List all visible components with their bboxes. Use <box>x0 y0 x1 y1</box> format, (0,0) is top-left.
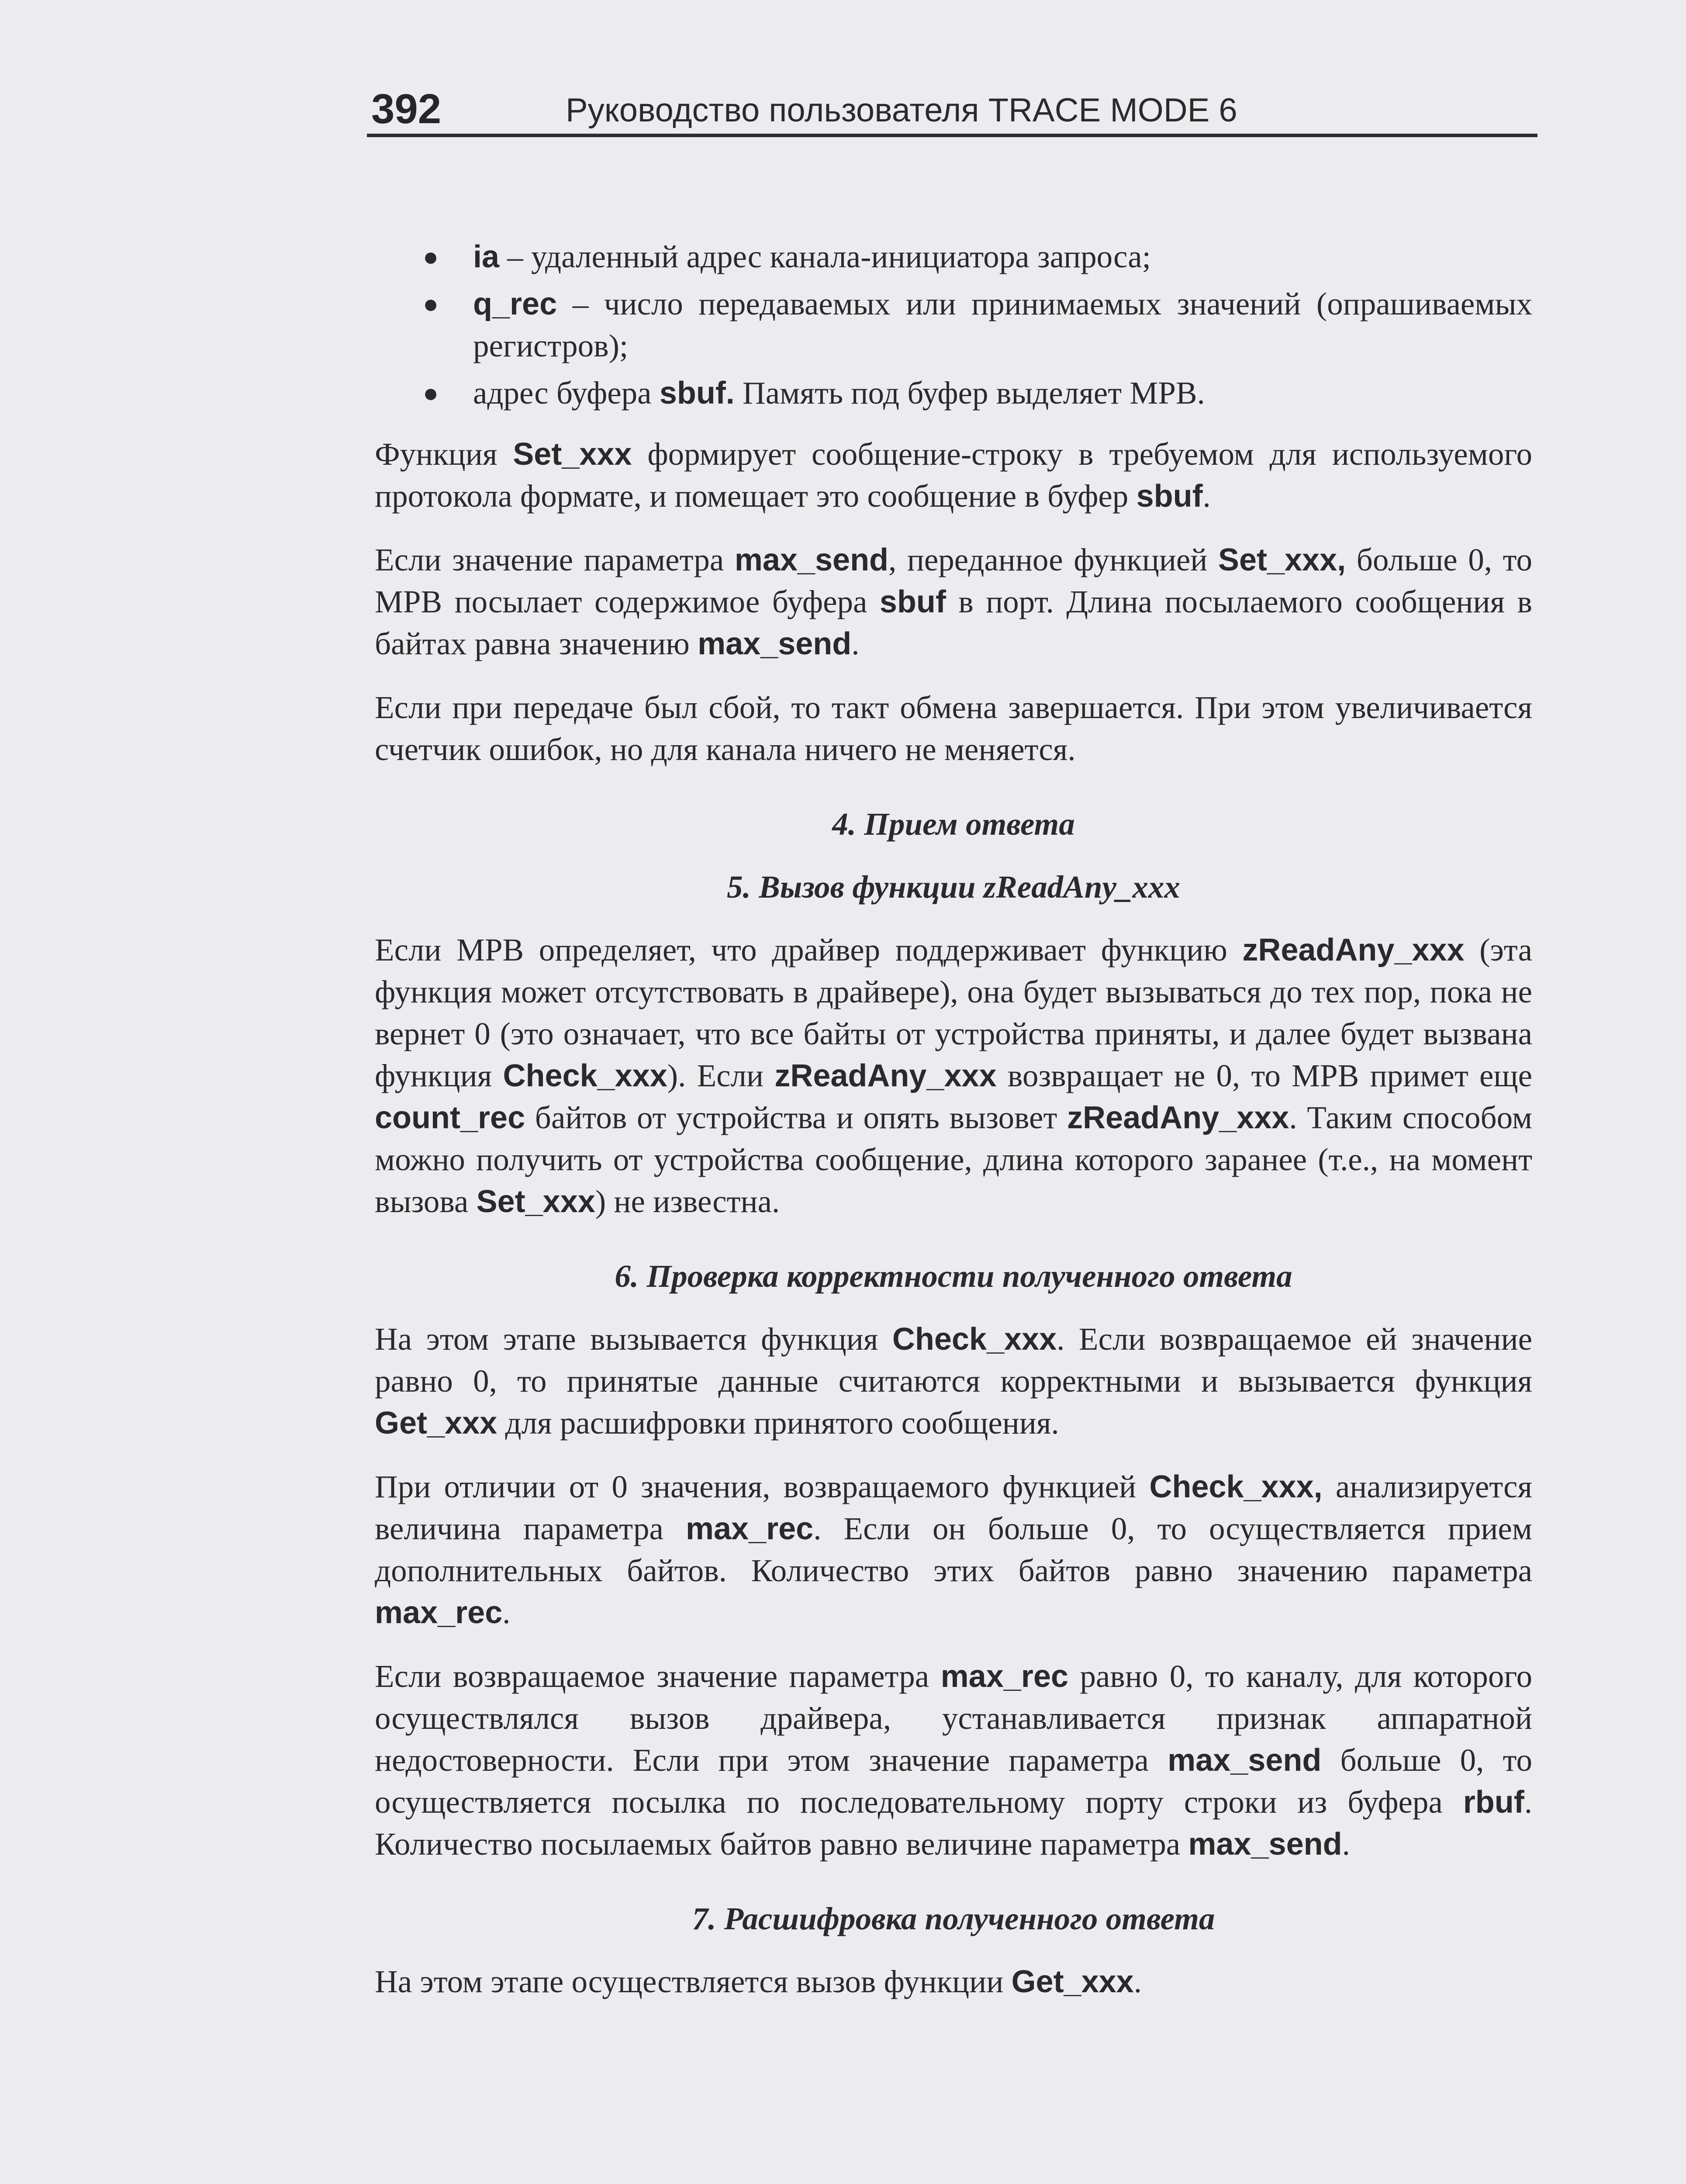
keyword: sbuf. <box>659 376 735 411</box>
paragraph: При отличии от 0 значения, возвращаемого функцией Check_xxx, анализируется величина параметра max_rec. Если он больше 0, то осуществляется прием дополнительных байтов. Количество этих байтов равно значению параметра max_rec. <box>375 1469 1533 1630</box>
keyword: max_send <box>1188 1827 1342 1862</box>
list-item: ● адрес буфера sbuf. Память под буфер выделяет МРВ. <box>375 372 1532 414</box>
paragraph: Функция Set_xxx формирует сообщение-строку в требуемом для используемого протокола формате, и помещает это сообщение в буфер sbuf. <box>375 436 1532 514</box>
keyword: max_rec <box>940 1659 1068 1694</box>
bullet-icon: ● <box>423 379 439 408</box>
keyword: Get_xxx <box>375 1406 498 1441</box>
keyword: Set_xxx, <box>1218 543 1346 577</box>
paragraph: Если значение параметра max_send, переданное функцией Set_xxx, больше 0, то МРВ посылает содержимое буфера sbuf в порт. Длина посылаемого сообщения в байтах равна значению max_send. <box>375 542 1532 661</box>
keyword: count_rec <box>375 1100 525 1135</box>
keyword: zReadAny_xxx <box>1242 933 1465 968</box>
keyword: rbuf <box>1463 1785 1524 1820</box>
paragraph: На этом этапе вызывается функция Check_xxx. Если возвращаемое ей значение равно 0, то принятые данные считаются корректными и вызывается функция Get_xxx для расшифровки принятого сообщения. <box>375 1321 1532 1441</box>
keyword: Set_xxx <box>476 1184 595 1219</box>
section-heading: 4. Прием ответа <box>832 806 1075 842</box>
bullet-icon: ● <box>423 242 439 271</box>
running-title: Руководство пользователя TRACE MODE 6 <box>566 92 1237 129</box>
paragraph: Если МРВ определяет, что драйвер поддерживает функцию zReadAny_xxx (эта функция может отсутствовать в драйвере), она будет вызываться до тех пор, пока не вернет 0 (это означает, что все байты от устройства приняты, и далее будет вызвана функция Check_xxx). Если zReadAny_xxx возвращает не 0, то МРВ примет еще count_rec байтов от устройства и опять вызовет zReadAny_xxx. Таким способом можно получить от устройства сообщение, длина которого заранее (т.е., на момент вызова Set_xxx) не известна. <box>375 932 1532 1219</box>
keyword: Check_xxx, <box>1149 1469 1323 1504</box>
keyword: max_send <box>698 626 852 661</box>
running-header <box>367 83 1537 135</box>
header-rule <box>367 134 1537 137</box>
page-body <box>375 236 1532 2025</box>
keyword: Check_xxx <box>892 1322 1057 1357</box>
keyword: q_rec <box>473 287 557 321</box>
list-item: ● q_rec – число передаваемых или принимаемых значений (опрашиваемых регистров); <box>375 283 1532 367</box>
keyword: max_send <box>1168 1743 1322 1778</box>
parameter-list <box>375 236 1532 414</box>
page-number: 392 <box>371 86 442 132</box>
keyword: ia <box>473 239 500 274</box>
paragraph: Если при передаче был сбой, то такт обмена завершается. При этом увеличивается счетчик ошибок, но для канала ничего не меняется. <box>375 690 1532 767</box>
list-item: ● ia – удаленный адрес канала-инициатора запроса; <box>375 236 1532 278</box>
keyword: max_rec <box>375 1595 503 1630</box>
keyword: Set_xxx <box>513 437 632 472</box>
paragraph: Если возвращаемое значение параметра max_rec равно 0, то каналу, для которого осуществлялся вызов драйвера, устанавливается признак аппаратной недостоверности. Если при этом значение параметра max_send больше 0, то осуществляется посылка по последовательному порту строки из буфера rbuf. Количество посылаемых байтов равно величине параметра max_send. <box>375 1659 1532 1862</box>
keyword: Check_xxx <box>503 1058 667 1093</box>
section-heading: 5. Вызов функции zReadAny_xxx <box>727 869 1180 905</box>
keyword: zReadAny_xxx <box>774 1058 997 1093</box>
keyword: sbuf <box>879 584 946 619</box>
keyword: zReadAny_xxx <box>1067 1100 1289 1135</box>
section-heading: 6. Проверка корректности полученного ответа <box>615 1258 1292 1294</box>
keyword: max_rec <box>685 1511 814 1546</box>
keyword: sbuf <box>1136 479 1203 514</box>
keyword: max_send <box>734 543 889 577</box>
section-heading: 7. Расшифровка полученного ответа <box>692 1901 1215 1936</box>
bullet-icon: ● <box>423 290 439 318</box>
paragraph: На этом этапе осуществляется вызов функции Get_xxx. <box>375 1964 1142 1999</box>
keyword: Get_xxx <box>1011 1964 1134 1999</box>
